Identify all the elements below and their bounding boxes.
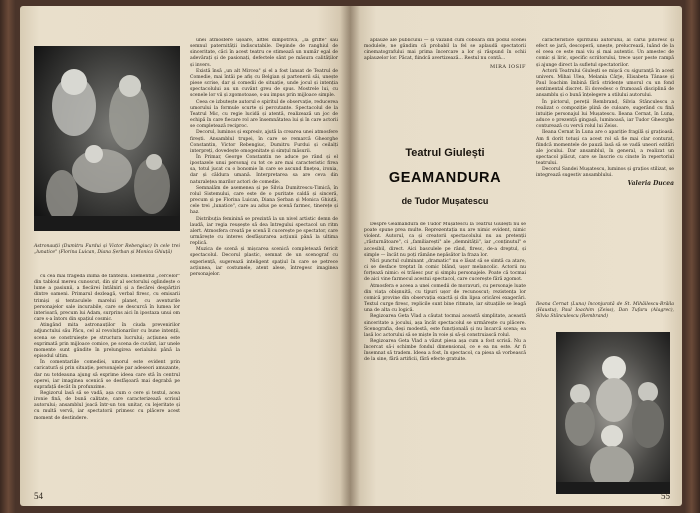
right-column-2 [536, 38, 674, 300]
left-column-1 [34, 274, 180, 492]
paragraph: Ceea ce izbutește autorul e spiritul de observație, reducerea umorului la formule scurte și percutante. Spectacolul de la Teatrul Mic, cu regie lucidă și atentă, realizează un joc de echipă în care fiecare rol are însemnătatea lui și în care actorii se completează reciproc. [190, 99, 338, 130]
paragraph: Regizoarea Geta Vlad a văzut piesa așa cum a fost scrisă. Nu a încercat să-i schimbe fondul dimensional, ce e ea nu este. Ar fi însemnat să tradem. Ideea a fost, în spectacol, ca piesa să vorbească de la sine, fără artificii, fără efecte gratuite. [364, 338, 526, 363]
paragraph: În Primar, George Constantin ne aduce pe rând și el ipostazele unui personaj cu tot ce are mai caracteristic firea sa, totul jucat cu o bonomie în care se ascund finețea, ironia, dar și căldura umană. Interpretarea sa are ceva din naturalețea marilor actori de comedie. [190, 154, 338, 185]
paragraph: Există însă „un alt Mircea" și el a fost lansat de Teatrul de Comedie, mai întâi pe afiș cu Belgian și partenerii săi, unește piese scrise, dar și comedii de situație, unde jocul și intenția spectacolului au un cuvânt greu de spus. Mostrele lui, cu scenele lor vii și zgomotoase, s-au impus prin mijloace simple. [190, 68, 338, 99]
left-photo-caption: Astronauții (Dumitru Furdui și Victor Rebengiuc) în cele trei „lunatice" (Florina Luican, Diana Șerban și Monica Ghiuță) [34, 244, 180, 255]
paragraph: Regizoarea Geta Vlad a căutat tocmai această simplitate, această sinceritate a jocului, așa încât spectacolul se urmărește cu plăcere. Scenografia, deși modestă, este funcțională și nu încarcă scena; ea lasă loc actorului să se miște în voie și să-și construiască rolul. [364, 314, 526, 338]
left-page [20, 6, 350, 506]
paragraph: aplauze ale publicului — și văzând cum coboară din podul scenei modulele, ne gândim că probabil la fel se aplaudă spectatorii cinematografului mai prima încercare a lor și răspund în ochii aplauzelor lor. Păcat, fiindcă avertizează... Restul nu contă... [364, 38, 526, 62]
astronauts-photo [34, 46, 180, 231]
stage-scene-image [34, 46, 180, 231]
right-photo-caption: Ileana Cernat (Luna) înconjurată de St. Mihăilescu-Brăila (Haustu), Paul Ioachim (Zeiss), Dan Tufaru (Alagrec), Silvia Stănculescu (Rembrand) [536, 302, 674, 319]
paragraph: caracteristice spiritului autorului, al cărui pitoresc și efect se jară, descoperă, unește, prelucrează, luând de la el ceea ce este mai viu și mai autentic. Un amestec de comic și liric, specific scriitorului, trece ușor peste rampă și ajunge direct la sufletul spectatorilor. [536, 38, 674, 68]
paragraph: Despre Geamandura de Tudor Mușatescu la Teatrul Giulești nu se poate spune prea multe. Reprezentația nu are nimic evident, nimic violent. Autorul, ca și creatorii spectacolului nu au pretenții „răsturnătoare", ci „familiarești" ale „demnității", iar „conținutul" e accesibil, direct. Aici basculele pe rând, firesc, de-a dreptul, și simple — încât nu poți rămâne nepăsător la fraza lor. [364, 222, 526, 258]
paragraph: Nici punctul culminant „dramatic" nu e lăsat să se simtă ca atare, ci se desface treptat în comic blând, ușor melancolic. Actorii nu forțează nimic: ei trăiesc pur și simplu personajele. Poate că tocmai de aici vine farmecul acestui spectacol, care cucerește fără zgomot. [364, 258, 526, 283]
right-page [350, 6, 682, 506]
paragraph: cu cea mai fragedă inimă de fanteziu. Elementul „cercelor" din tabloul mereu cunoscut, din șir al sectorului oglindește o lume a pasiunii, a fiecărei întâlniri și a fiecărei despărțiri dintre oameni. Primarul dezleagă, verbal firesc, cu emisarii trimiși și tentaculele marelui planet, cu aventurile personajelor sale incurabile, care se descurcă în lumea lor interioară, precum lui Adam, surprins aici în ipostaza unui om care s-a întors din spațiul cosmic. [34, 274, 180, 323]
left-page-number: 54 [34, 491, 43, 501]
author-signature: MIRA IOSIF [489, 63, 526, 70]
paragraph: Atmosfera e aceea a unei comedii de moravuri, cu personaje luate din viața obișnuită, cu tipuri ușor de recunoscut; rezistența lor comică provine din observația exactă și din lipsa oricărei exagerări. Textul curge firesc, replicile sunt bine ritmate, iar situațiile se leagă una de alta cu logică. [364, 283, 526, 314]
book-gutter [340, 6, 360, 506]
right-page-number: 55 [661, 491, 670, 501]
paragraph: Decorul, luminos și expresiv, ajută la crearea unei atmosfere firești. Ansamblul trupei, în care se remarcă Gheorghe Constantin, Victor Rebengiuc, Dumitru Furdui și ceilalți interpreți, dovedește omogenitate și simțul măsurii. [190, 130, 338, 154]
paragraph: Muzica de scenă și mișcarea scenică completează fericit spectacolul. Decorul plastic, semnat de un scenograf cu experiență, sugerează inteligent spațiul în care se petrece acțiunea, iar costumele, atent alese, întregesc imaginea personajelor. [190, 247, 338, 277]
paragraph: În pictorul, pereții Rembrand, Silvia Stănculescu a realizat o compoziție plină de culoare, sugerând cu fină intuiție personajul lui Mușatescu. Ileana Cernat, în Luna, aduce o prezență gingașă, luminoasă, iar Tudor Gheorghe conturează cu vervă rolul lui Zeiss. [536, 99, 674, 130]
geamandura-cast-photo [556, 332, 670, 494]
paragraph: Decorul Sandei Mușatescu, luminos și grațios stilizat, se integrează sugestiv ansamblului. [536, 167, 674, 179]
play-author: de Tudor Mușatescu [401, 196, 489, 206]
theatre-name: Teatrul Giulești [405, 147, 485, 159]
left-column-2 [190, 38, 338, 492]
paragraph: Regizorul lasă să se vadă, așa cum o cere și textul, acea ironie fină, de bună calitate, care caracterizează scrisul autorului; ansamblul joacă într-un ton unitar, cu lejeritate și cu multă vervă, iar spectatorii primesc cu plăcere acest moment de destindere. [34, 390, 180, 421]
paragraph: Distribuția feminină se prezintă la un nivel artistic demn de laudă, iar regia reușește să dea întregului spectacol un ritm alert. Atmosfera creată pe scenă îl cucerește pe spectator, care urmărește cu interes desfășurarea acțiunii până la ultima replică. [190, 216, 338, 247]
paragraph: Ileana Cernat în Luna are o apariție fragilă și grațioasă. Am fi dorit totuși ca acest rol să fie mai clar conturat, fiindcă momentele de pauză lasă să se vadă uneori ezitări ale jocului. Dar ansamblul, în general, a realizat un spectacol plăcut, care se înscrie cu cinste în repertoriul teatrului. [536, 130, 674, 167]
cast-scene-image [556, 332, 670, 494]
paragraph: Actorii Teatrului Giulești se mișcă cu siguranță în acest univers. Mihai Ulea, Melania Cârje, Elisabeta Tănase și Paul Ioachim îmbină fără stridențe umorul cu un fond sentimental discret. Ei dovedesc o frumoasă disciplină de ansamblu și o bună înțelegere a stilului autorului. [536, 68, 674, 99]
right-column-1-body [364, 222, 526, 494]
reviewer-signature: Valeria Ducea [627, 179, 674, 187]
paragraph: Semnalăm de asemenea și pe Silvia Dumitrescu-Timică, în rolul Sistemului, care este de o puritate caldă și sinceră, precum și pe Florina Luican, Diana Șerban și Monica Ghiuță, cele trei „lunatice", care au adus pe scenă farmec, tinerețe și haz. [190, 185, 338, 216]
paragraph: unei atmosfere ușoare, altfel dimpotrivă, „la griffe" sau semnul paternității indiscutabile. Depinde de ranghiul de sinceritate, căci în acest teatru ce stimează un număr egal de adevărați și de pasionați, defectele sânt pe măsura calităților și invers. [190, 38, 338, 68]
play-title: GEAMANDURA [388, 170, 502, 186]
paragraph: În comentariile comediei, umorul este evident prin caricatură și prin situație, personajele par adeseori amuzante, dar nu totdeauna ajung să exprime ideea care stă în centrul operei, iar imaginea scenică se desfășoară mai degrabă pe suprafață decât în profunzime. [34, 360, 180, 390]
paragraph: Atingând mita astronauților în ciuda prevenirilor adjunctului său Pâcu, cel al revoluționarilor cu bune intenții, scena se construiește pe structura lucrului; acțiunea este exprimată prin mijloace comice, pe scena de cuvânt, iar unele momente sunt gândite în prelungirea serialului până la episodul ultim. [34, 323, 180, 360]
